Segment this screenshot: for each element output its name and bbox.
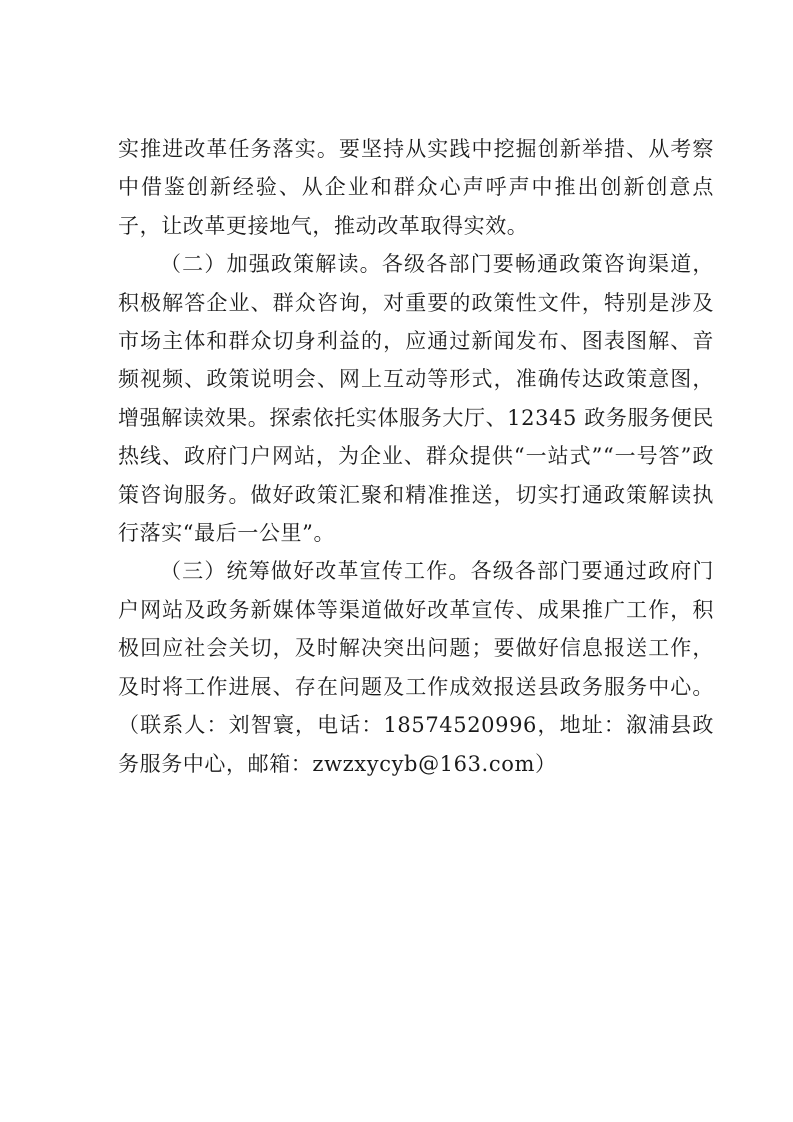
document-body — [118, 130, 714, 783]
paragraph-policy-interpretation: （二）加强政策解读。各级各部门要畅通政策咨询渠道，积极解答企业、群众咨询，对重要的政策性文件，特别是涉及市场主体和群众切身利益的，应通过新闻发布、图表图解、音频视频、政策说明会、网上互动等形式，准确传达政策意图，增强解读效果。探索依托实体服务大厅、12345 政务服务便民热线、政府门户网站，为企业、群众提供“一站式”“一号答”政策咨询服务。做好政策汇聚和精准推送，切实打通政策解读执行落实“最后一公里”。 — [118, 252, 714, 546]
paragraph-continuation: 实推进改革任务落实。要坚持从实践中挖掘创新举措、从考察中借鉴创新经验、从企业和群众心声呼声中推出创新创意点子，让改革更接地气，推动改革取得实效。 — [118, 137, 714, 238]
paragraph-reform-publicity: （三）统筹做好改革宣传工作。各级各部门要通过政府门户网站及政务新媒体等渠道做好改革宣传、成果推广工作，积极回应社会关切，及时解决突出问题；要做好信息报送工作，及时将工作进展、存在问题及工作成效报送县政务服务中心。（联系人：刘智寰，电话：18574520996，地址：溆浦县政务服务中心，邮箱：zwzxycyb@163.com） — [118, 559, 714, 776]
